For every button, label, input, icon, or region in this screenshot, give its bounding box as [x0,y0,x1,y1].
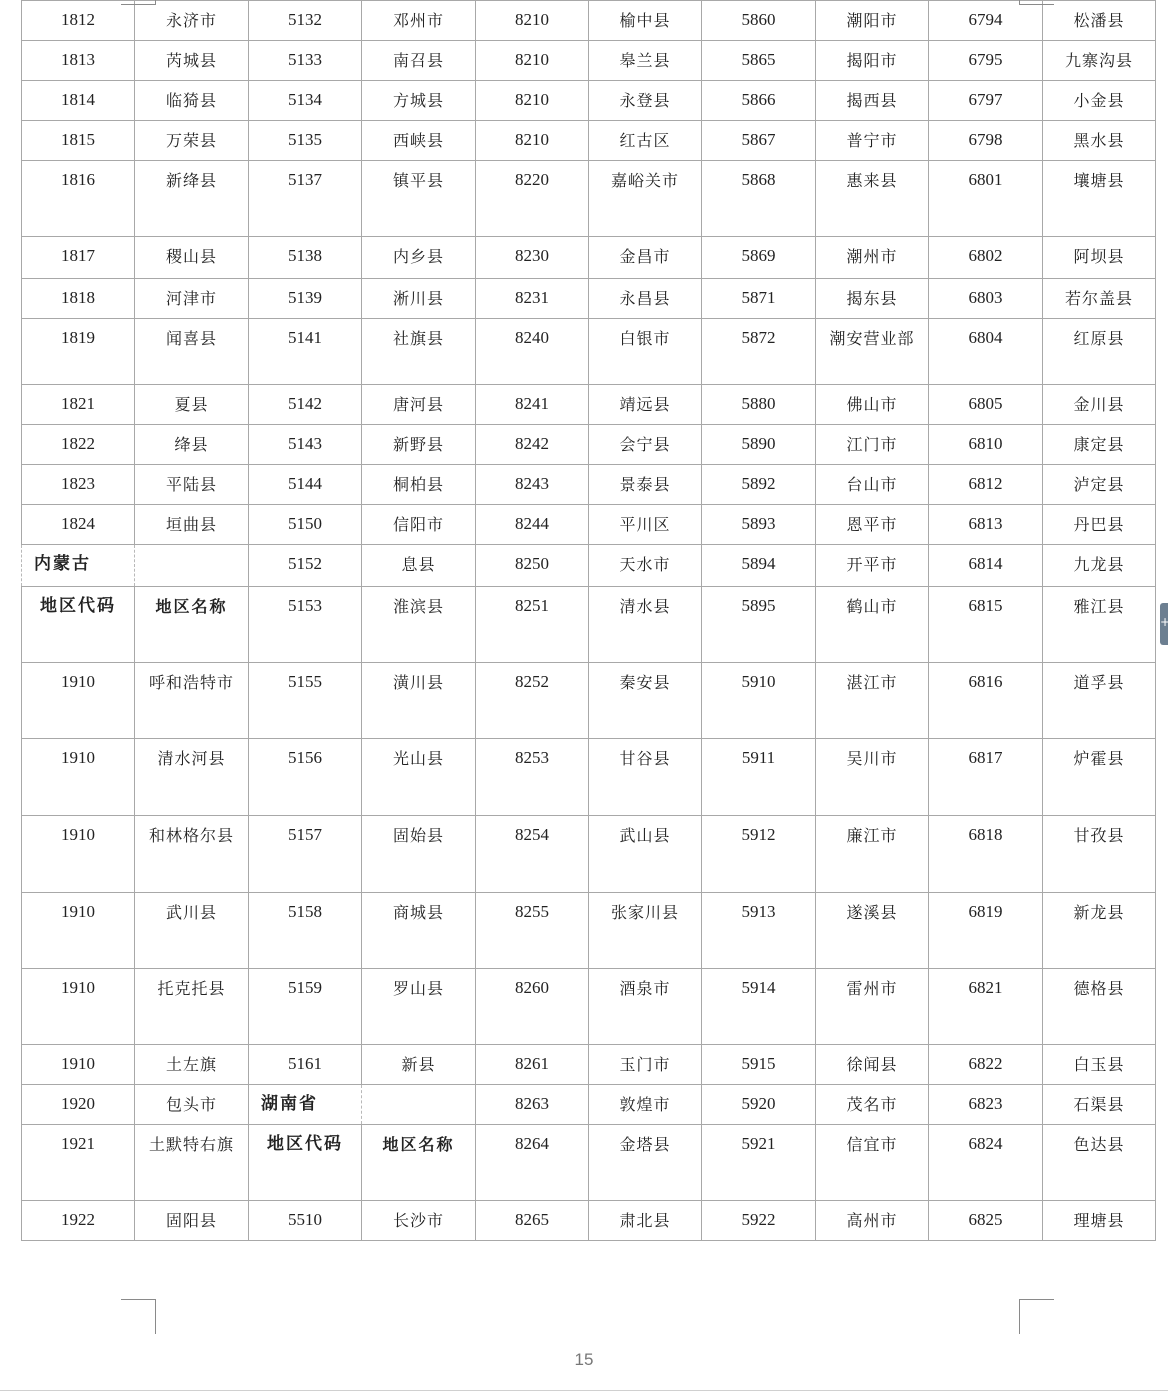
region-code-cell: 6821 [929,969,1043,1045]
region-name-cell: 武川县 [135,893,249,969]
region-code-cell: 5866 [702,81,816,121]
region-name-cell: 道孚县 [1043,663,1156,739]
table-row [22,1045,1156,1085]
region-name-cell: 松潘县 [1043,1,1156,41]
region-code-cell: 6813 [929,505,1043,545]
region-code-cell: 5132 [249,1,362,41]
table-row [22,41,1156,81]
region-code-cell: 1821 [22,385,135,425]
region-code-cell: 1910 [22,893,135,969]
region-name-cell: 嘉峪关市 [589,161,702,237]
region-name-cell: 开平市 [816,545,929,587]
region-code-cell: 8252 [476,663,589,739]
region-code-cell: 1922 [22,1201,135,1241]
region-name-cell: 桐柏县 [362,465,476,505]
region-name-cell: 临猗县 [135,81,249,121]
table-row [22,81,1156,121]
region-name-cell: 金塔县 [589,1125,702,1201]
region-code-cell: 8243 [476,465,589,505]
region-name-cell: 方城县 [362,81,476,121]
table-row [22,237,1156,279]
region-name-cell: 会宁县 [589,425,702,465]
region-code-cell: 8241 [476,385,589,425]
region-code-cell: 5135 [249,121,362,161]
region-name-cell: 潢川县 [362,663,476,739]
region-name-cell: 新县 [362,1045,476,1085]
region-name-cell: 闻喜县 [135,319,249,385]
region-name-cell: 芮城县 [135,41,249,81]
region-code-table [21,0,1156,1241]
region-code-cell: 5510 [249,1201,362,1241]
region-code-cell: 8231 [476,279,589,319]
region-code-cell: 1817 [22,237,135,279]
region-code-cell: 6822 [929,1045,1043,1085]
region-code-cell: 6801 [929,161,1043,237]
region-name-cell: 秦安县 [589,663,702,739]
region-name-cell: 理塘县 [1043,1201,1156,1241]
region-name-cell: 九寨沟县 [1043,41,1156,81]
region-code-cell: 1814 [22,81,135,121]
page-bottom-rule [0,1390,1168,1391]
region-name-cell: 雷州市 [816,969,929,1045]
region-name-cell: 固阳县 [135,1201,249,1241]
region-name-cell: 红古区 [589,121,702,161]
region-name-cell: 武山县 [589,816,702,893]
region-code-cell: 1822 [22,425,135,465]
region-code-cell: 1910 [22,969,135,1045]
region-name-cell: 万荣县 [135,121,249,161]
region-name-cell: 揭阳市 [816,41,929,81]
region-code-cell: 5880 [702,385,816,425]
region-name-cell: 清水河县 [135,739,249,816]
crop-mark-top-right [1019,0,1054,5]
region-code-cell: 8254 [476,816,589,893]
region-name-cell: 固始县 [362,816,476,893]
region-name-cell: 永济市 [135,1,249,41]
region-name-cell: 永昌县 [589,279,702,319]
region-name-cell: 鹤山市 [816,587,929,663]
region-code-cell: 6816 [929,663,1043,739]
region-name-cell: 壤塘县 [1043,161,1156,237]
region-name-cell: 清水县 [589,587,702,663]
region-name-cell: 小金县 [1043,81,1156,121]
region-code-cell: 5921 [702,1125,816,1201]
region-code-cell: 5159 [249,969,362,1045]
region-code-cell: 5139 [249,279,362,319]
region-code-cell: 8210 [476,41,589,81]
region-name-cell: 肃北县 [589,1201,702,1241]
region-name-cell: 茂名市 [816,1085,929,1125]
region-name-cell: 恩平市 [816,505,929,545]
region-name-cell: 廉江市 [816,816,929,893]
region-name-cell: 惠来县 [816,161,929,237]
plus-icon: + [1160,615,1170,629]
region-code-cell: 6794 [929,1,1043,41]
region-name-cell: 潮州市 [816,237,929,279]
region-code-cell: 5912 [702,816,816,893]
region-code-cell: 1910 [22,1045,135,1085]
table-row [22,893,1156,969]
region-name-cell: 江门市 [816,425,929,465]
region-code-cell: 1920 [22,1085,135,1125]
table-row [22,121,1156,161]
table-row [22,465,1156,505]
region-code-cell: 5910 [702,663,816,739]
table-row [22,663,1156,739]
region-name-cell: 金川县 [1043,385,1156,425]
region-code-cell: 6815 [929,587,1043,663]
region-code-cell: 8253 [476,739,589,816]
region-code-cell: 地区代码 [249,1125,362,1201]
region-name-cell: 炉霍县 [1043,739,1156,816]
region-name-cell: 平陆县 [135,465,249,505]
region-name-cell: 托克托县 [135,969,249,1045]
table-row [22,425,1156,465]
region-name-cell: 土左旗 [135,1045,249,1085]
table-row [22,1201,1156,1241]
region-name-cell: 丹巴县 [1043,505,1156,545]
region-code-cell: 6812 [929,465,1043,505]
region-name-cell: 揭西县 [816,81,929,121]
region-code-cell: 5153 [249,587,362,663]
region-name-cell: 甘谷县 [589,739,702,816]
region-name-cell: 包头市 [135,1085,249,1125]
region-name-cell: 新龙县 [1043,893,1156,969]
region-code-cell: 5871 [702,279,816,319]
region-name-cell: 土默特右旗 [135,1125,249,1201]
region-code-cell: 1910 [22,663,135,739]
region-name-cell: 石渠县 [1043,1085,1156,1125]
region-name-cell: 呼和浩特市 [135,663,249,739]
region-name-cell: 淅川县 [362,279,476,319]
region-name-cell: 黑水县 [1043,121,1156,161]
table-row [22,319,1156,385]
region-name-cell: 光山县 [362,739,476,816]
region-code-cell: 8244 [476,505,589,545]
region-name-cell: 张家川县 [589,893,702,969]
region-code-cell: 6795 [929,41,1043,81]
region-code-cell: 5150 [249,505,362,545]
region-name-cell: 信阳市 [362,505,476,545]
region-name-cell: 遂溪县 [816,893,929,969]
region-code-cell: 8263 [476,1085,589,1125]
region-code-cell: 5155 [249,663,362,739]
region-name-cell: 地区名称 [135,587,249,663]
table-row [22,1085,1156,1125]
region-name-cell [135,545,249,587]
region-name-cell: 靖远县 [589,385,702,425]
region-name-cell: 吴川市 [816,739,929,816]
region-name-cell [362,1085,476,1125]
region-name-cell: 皋兰县 [589,41,702,81]
region-name-cell: 罗山县 [362,969,476,1045]
region-name-cell: 若尔盖县 [1043,279,1156,319]
crop-mark-top-left [121,0,156,5]
table-row [22,587,1156,663]
region-name-cell: 夏县 [135,385,249,425]
region-code-cell: 地区代码 [22,587,135,663]
region-name-cell: 色达县 [1043,1125,1156,1201]
region-code-cell: 5157 [249,816,362,893]
region-code-cell: 1818 [22,279,135,319]
region-name-cell: 西峡县 [362,121,476,161]
region-code-cell: 8261 [476,1045,589,1085]
region-code-cell: 5138 [249,237,362,279]
region-code-cell: 6817 [929,739,1043,816]
region-name-cell: 康定县 [1043,425,1156,465]
region-code-cell: 5915 [702,1045,816,1085]
region-name-cell: 金昌市 [589,237,702,279]
region-code-cell: 1816 [22,161,135,237]
region-name-cell: 潮阳市 [816,1,929,41]
region-code-cell: 5893 [702,505,816,545]
region-code-cell: 6802 [929,237,1043,279]
table-body [22,1,1156,1241]
region-code-cell: 内蒙古 [22,545,135,587]
region-name-cell: 高州市 [816,1201,929,1241]
region-name-cell: 息县 [362,545,476,587]
region-code-cell: 6798 [929,121,1043,161]
region-code-cell: 5144 [249,465,362,505]
region-code-cell: 5892 [702,465,816,505]
region-code-cell: 1823 [22,465,135,505]
region-name-cell: 台山市 [816,465,929,505]
region-code-cell: 6823 [929,1085,1043,1125]
region-name-cell: 垣曲县 [135,505,249,545]
region-name-cell: 榆中县 [589,1,702,41]
region-code-cell: 5143 [249,425,362,465]
region-code-cell: 8210 [476,81,589,121]
region-code-cell: 8240 [476,319,589,385]
region-code-cell: 6803 [929,279,1043,319]
region-name-cell: 南召县 [362,41,476,81]
region-code-cell: 8210 [476,121,589,161]
region-name-cell: 雅江县 [1043,587,1156,663]
region-name-cell: 湛江市 [816,663,929,739]
region-code-cell: 6818 [929,816,1043,893]
table-row [22,1,1156,41]
region-code-cell: 5134 [249,81,362,121]
region-code-cell: 1819 [22,319,135,385]
region-code-cell: 6805 [929,385,1043,425]
region-name-cell: 甘孜县 [1043,816,1156,893]
region-code-cell: 5865 [702,41,816,81]
table-row [22,969,1156,1045]
region-name-cell: 新野县 [362,425,476,465]
region-code-cell: 5895 [702,587,816,663]
table-row [22,161,1156,237]
region-code-cell: 5860 [702,1,816,41]
region-code-cell: 6804 [929,319,1043,385]
region-code-cell: 5922 [702,1201,816,1241]
region-name-cell: 揭东县 [816,279,929,319]
region-code-cell: 5868 [702,161,816,237]
region-code-cell: 5161 [249,1045,362,1085]
side-panel-toggle[interactable] [1160,603,1168,645]
region-code-cell: 8220 [476,161,589,237]
region-code-cell: 8250 [476,545,589,587]
region-code-cell: 6810 [929,425,1043,465]
region-name-cell: 白银市 [589,319,702,385]
table-row [22,739,1156,816]
region-code-cell: 8265 [476,1201,589,1241]
region-name-cell: 白玉县 [1043,1045,1156,1085]
region-code-cell: 5869 [702,237,816,279]
region-code-cell: 5911 [702,739,816,816]
region-code-cell: 5137 [249,161,362,237]
region-name-cell: 长沙市 [362,1201,476,1241]
region-name-cell: 镇平县 [362,161,476,237]
region-name-cell: 普宁市 [816,121,929,161]
region-name-cell: 稷山县 [135,237,249,279]
region-code-cell: 1910 [22,739,135,816]
region-code-cell: 8251 [476,587,589,663]
region-code-cell: 6814 [929,545,1043,587]
region-name-cell: 内乡县 [362,237,476,279]
region-name-cell: 唐河县 [362,385,476,425]
table-row [22,385,1156,425]
region-code-cell: 1824 [22,505,135,545]
region-code-cell: 8260 [476,969,589,1045]
region-code-cell: 5890 [702,425,816,465]
region-name-cell: 永登县 [589,81,702,121]
region-code-cell: 5914 [702,969,816,1045]
region-code-cell: 6819 [929,893,1043,969]
crop-mark-bottom-right [1019,1299,1054,1334]
region-code-cell: 5142 [249,385,362,425]
table-row [22,1125,1156,1201]
region-name-cell: 泸定县 [1043,465,1156,505]
region-code-cell: 8242 [476,425,589,465]
region-name-cell: 徐闻县 [816,1045,929,1085]
table-row [22,816,1156,893]
region-code-cell: 5913 [702,893,816,969]
table-row [22,505,1156,545]
region-name-cell: 信宜市 [816,1125,929,1201]
page-number: 15 [574,1350,594,1369]
region-code-cell: 8230 [476,237,589,279]
region-code-cell: 8255 [476,893,589,969]
table-row [22,545,1156,587]
region-name-cell: 潮安营业部 [816,319,929,385]
region-name-cell: 地区名称 [362,1125,476,1201]
region-name-cell: 社旗县 [362,319,476,385]
region-name-cell: 红原县 [1043,319,1156,385]
region-name-cell: 河津市 [135,279,249,319]
table-row [22,279,1156,319]
region-code-cell: 8210 [476,1,589,41]
region-name-cell: 敦煌市 [589,1085,702,1125]
region-code-cell: 湖南省 [249,1085,362,1125]
region-name-cell: 阿坝县 [1043,237,1156,279]
region-code-cell: 5133 [249,41,362,81]
region-code-cell: 1813 [22,41,135,81]
region-code-cell: 6797 [929,81,1043,121]
region-name-cell: 德格县 [1043,969,1156,1045]
region-name-cell: 新绛县 [135,161,249,237]
region-name-cell: 和林格尔县 [135,816,249,893]
region-code-cell: 1910 [22,816,135,893]
region-name-cell: 邓州市 [362,1,476,41]
region-name-cell: 佛山市 [816,385,929,425]
region-code-cell: 5141 [249,319,362,385]
region-code-cell: 1921 [22,1125,135,1201]
region-name-cell: 商城县 [362,893,476,969]
region-code-cell: 1812 [22,1,135,41]
region-code-cell: 1815 [22,121,135,161]
region-name-cell: 天水市 [589,545,702,587]
region-code-cell: 5872 [702,319,816,385]
region-name-cell: 酒泉市 [589,969,702,1045]
region-name-cell: 九龙县 [1043,545,1156,587]
region-name-cell: 玉门市 [589,1045,702,1085]
region-name-cell: 平川区 [589,505,702,545]
region-code-cell: 5867 [702,121,816,161]
region-code-cell: 6824 [929,1125,1043,1201]
region-name-cell: 绛县 [135,425,249,465]
region-code-cell: 5894 [702,545,816,587]
region-code-cell: 5156 [249,739,362,816]
region-code-cell: 8264 [476,1125,589,1201]
region-code-cell: 5152 [249,545,362,587]
region-code-cell: 5920 [702,1085,816,1125]
crop-mark-bottom-left [121,1299,156,1334]
region-code-cell: 6825 [929,1201,1043,1241]
region-name-cell: 景泰县 [589,465,702,505]
region-name-cell: 淮滨县 [362,587,476,663]
region-code-cell: 5158 [249,893,362,969]
